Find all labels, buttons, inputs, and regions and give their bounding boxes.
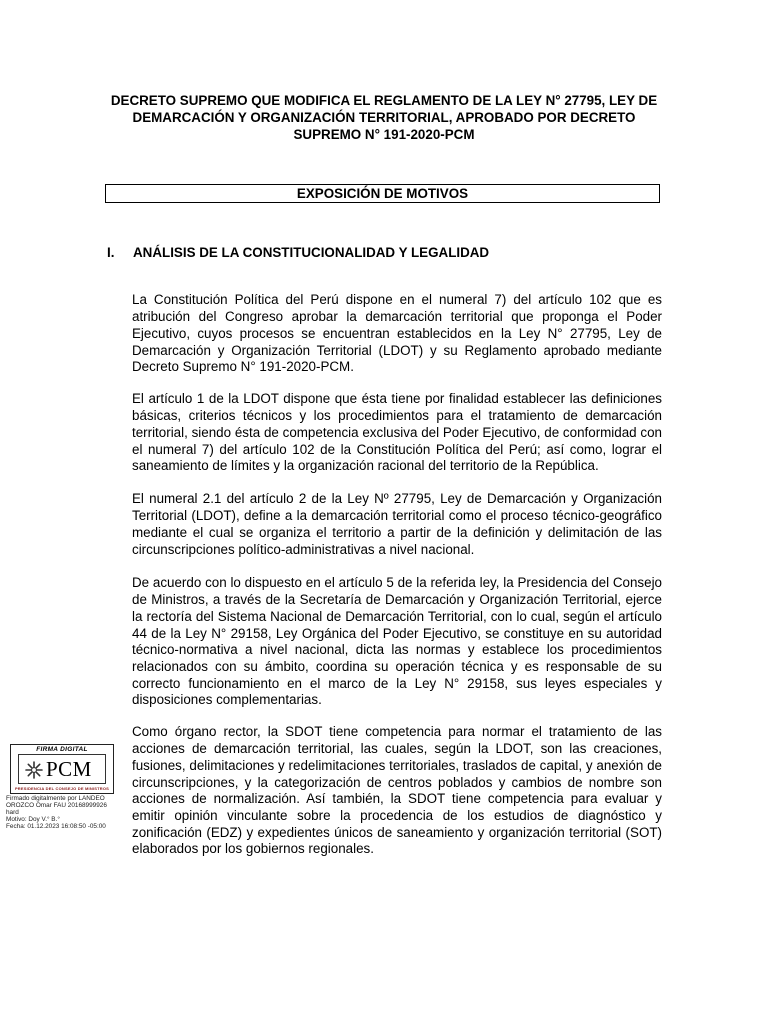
document-title: DECRETO SUPREMO QUE MODIFICA EL REGLAMENTO DE LA LEY N° 27795, LEY DE DEMARCACIÓN Y ORGANIZACIÓN TERRITORIAL, APROBADO POR DECRETO SUPREMO N° 191-2020-PCM: [110, 93, 658, 142]
signature-meta-line: hard: [6, 809, 19, 816]
section-title: ANÁLISIS DE LA CONSTITUCIONALIDAD Y LEGALIDAD: [133, 245, 490, 260]
paragraph: De acuerdo con lo dispuesto en el artículo 5 de la referida ley, la Presidencia del Consejo de Ministros, a través de la Secretaría de Demarcación y Organización Territorial, ejerce la rectoría del Sistema Nacional de Demarcación Territorial, con lo cual, según el artículo 44 de la Ley N° 29158, Ley Orgánica del Poder Ejecutivo, se constituye en su autoridad técnico-normativa a nivel nacional, dicta las normas y establece los procedimientos relacionados con su ámbito, coordina su operación técnica y es responsable de su correcto funcionamiento en el marco de la Ley N° 29158, sus leyes especiales y disposiciones complementarias.: [132, 575, 662, 708]
signature-meta-line: Motivo: Doy V.° B.°: [6, 816, 60, 823]
signature-meta-line: OROZCO Omar FAU 20168999926: [6, 802, 107, 809]
signature-metadata: [6, 795, 118, 830]
section-number: I.: [107, 245, 115, 260]
paragraph: La Constitución Política del Perú dispone en el numeral 7) del artículo 102 que es atribución del Congreso aprobar la demarcación territorial que proponga el Poder Ejecutivo, cuyos procesos se encuentran establecidos en la Ley N° 27795, Ley de Demarcación y Organización Territorial (LDOT) y su Reglamento aprobado mediante Decreto Supremo N° 191-2020-PCM.: [132, 292, 662, 375]
paragraph: El artículo 1 de la LDOT dispone que ésta tiene por finalidad establecer las definiciones básicas, criterios técnicos y los procedimientos para el tratamiento de demarcación territorial, siendo ésta de competencia exclusiva del Poder Ejecutivo, de conformidad con el numeral 7) del artículo 102 de la Constitución Política del Perú; así como, lograr el saneamiento de límites y la organización racional del territorio de la República.: [132, 391, 662, 474]
paragraph: El numeral 2.1 del artículo 2 de la Ley Nº 27795, Ley de Demarcación y Organización Territorial (LDOT), define a la demarcación territorial como el proceso técnico-geográfico mediante el cual se organiza el territorio a partir de la definición y delimitación de las circunscripciones político-administrativas a nivel nacional.: [132, 491, 662, 557]
digital-signature-stamp: [10, 744, 114, 794]
paragraph: Como órgano rector, la SDOT tiene competencia para normar el tratamiento de las acciones de demarcación territorial, las cuales, según la LDOT, son las creaciones, fusiones, delimitaciones y redelimitaciones territoriales, traslados de capital, y anexión de circunscripciones, y la categorización de centros poblados y cambios de nombre son acciones de normalización. Así también, la SDOT tiene competencia para evaluar y emitir opinión vinculante sobre la procedencia de los estudios de diagnóstico y zonificación (EDZ) y expedientes únicos de saneamiento y organización territorial (SOT) elaborados por los gobiernos regionales.: [132, 724, 662, 857]
pcm-logo-text: PCM: [46, 757, 92, 781]
exposicion-de-motivos-heading: EXPOSICIÓN DE MOTIVOS: [105, 184, 660, 203]
stamp-heading: FIRMA DIGITAL: [36, 746, 88, 753]
stamp-footer: PRESIDENCIA DEL CONSEJO DE MINISTROS: [14, 786, 110, 791]
pcm-logo: [18, 754, 106, 784]
signature-meta-line: Fecha: 01.12.2023 16:08:50 -05:00: [6, 823, 106, 830]
section-heading: [107, 244, 667, 261]
pcm-emblem-icon: [24, 760, 44, 780]
signature-meta-line: Firmado digitalmente por LANDEO: [6, 795, 105, 802]
